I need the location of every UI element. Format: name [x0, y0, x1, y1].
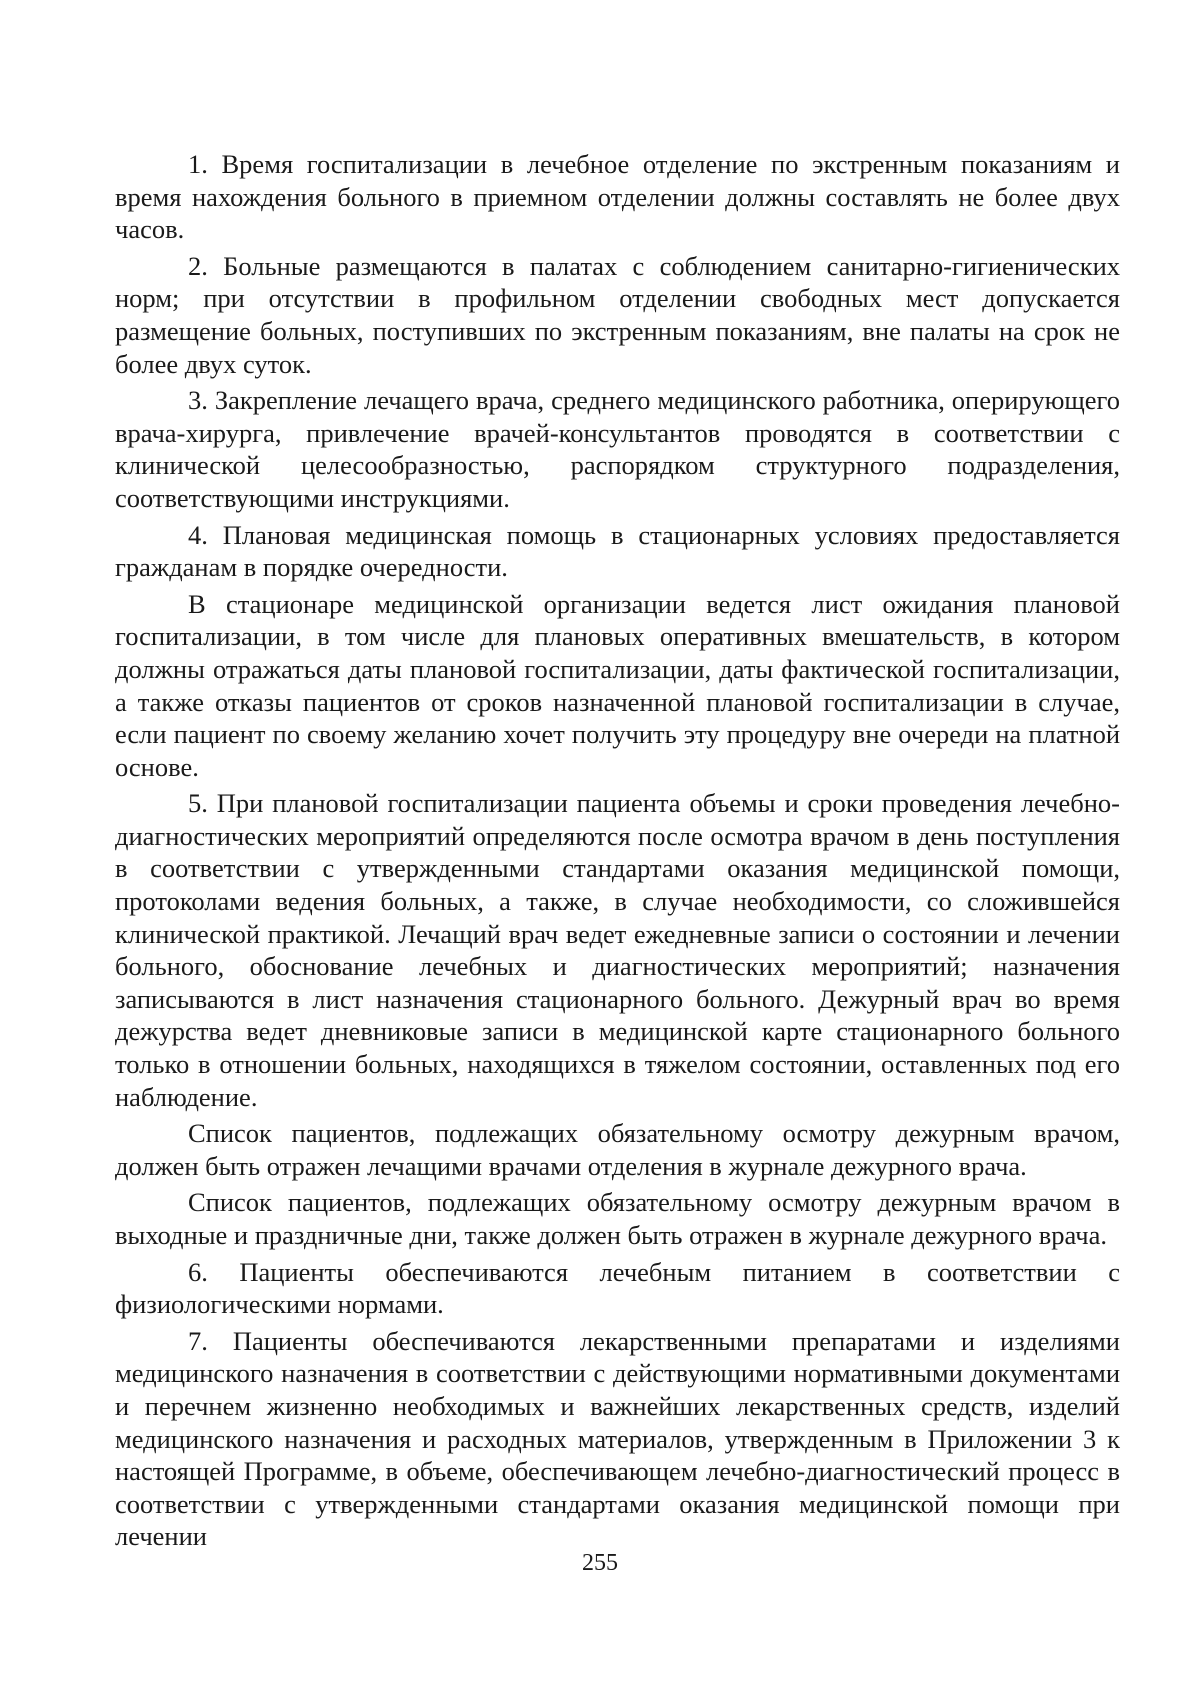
paragraph-patient-list-holidays: Список пациентов, подлежащих обязательному осмотру дежурным врачом в выходные и праздничные дни, также должен быть отражен в журнале дежурного врача.	[115, 1187, 1120, 1250]
paragraph-waiting-list: В стационаре медицинской организации ведется лист ожидания плановой госпитализации, в том числе для плановых оперативных вмешательств, в котором должны отражаться даты плановой госпитализации, даты фактической госпитализации, а также отказы пациентов от сроков назначенной плановой госпитализации в случае, если пациент по своему желанию хочет получить эту процедуру вне очереди на платной основе.	[115, 588, 1120, 782]
paragraph-6: 6. Пациенты обеспечиваются лечебным питанием в соответствии с физиологическими нормами.	[115, 1256, 1120, 1320]
page-number: 255	[582, 1550, 618, 1576]
paragraph-patient-list: Список пациентов, подлежащих обязательному осмотру дежурным врачом, должен быть отражен лечащими врачами отделения в журнале дежурного врача.	[115, 1118, 1120, 1181]
paragraph-7: 7. Пациенты обеспечиваются лекарственными препаратами и изделиями медицинского назначения в соответствии с действующими нормативными документами и перечнем жизненно необходимых и важнейших лекарственных средств, изделий медицинского назначения и расходных материалов, утвержденным в Приложении 3 к настоящей Программе, в объеме, обеспечивающем лечебно-диагностический процесс в соответствии с утвержденными стандартами оказания медицинской помощи при лечении	[115, 1325, 1120, 1552]
paragraph-1: 1. Время госпитализации в лечебное отделение по экстренным показаниям и время нахождения больного в приемном отделении должны составлять не более двух часов.	[115, 149, 1120, 245]
paragraph-5: 5. При плановой госпитализации пациента объемы и сроки проведения лечебно-диагностических мероприятий определяются после осмотра врачом в день поступления в соответствии с утвержденными стандартами оказания медицинской помощи, протоколами ведения больных, а также, в случае необходимости, со сложившейся клинической практикой. Лечащий врач ведет ежедневные записи о состоянии и лечении больного, обоснование лечебных и диагностических мероприятий; назначения записываются в лист назначения стационарного больного. Дежурный врач во время дежурства ведет дневниковые записи в медицинской карте стационарного больного только в отношении больных, находящихся в тяжелом состоянии, оставленных под его наблюдение.	[115, 788, 1120, 1112]
body-text	[115, 148, 1120, 1553]
paragraph-3: 3. Закрепление лечащего врача, среднего медицинского работника, оперирующего врача-хирурга, привлечение врачей-консультантов проводятся в соответствии с клинической целесообразностью, распорядком структурного подразделения, соответствующими инструкциями.	[115, 385, 1120, 513]
paragraph-2: 2. Больные размещаются в палатах с соблюдением санитарно-гигиенических норм; при отсутствии в профильном отделении свободных мест допускается размещение больных, поступивших по экстренным показаниям, вне палаты на срок не более двух суток.	[115, 250, 1120, 379]
paragraph-4: 4. Плановая медицинская помощь в стационарных условиях предоставляется гражданам в порядке очередности.	[115, 519, 1120, 583]
